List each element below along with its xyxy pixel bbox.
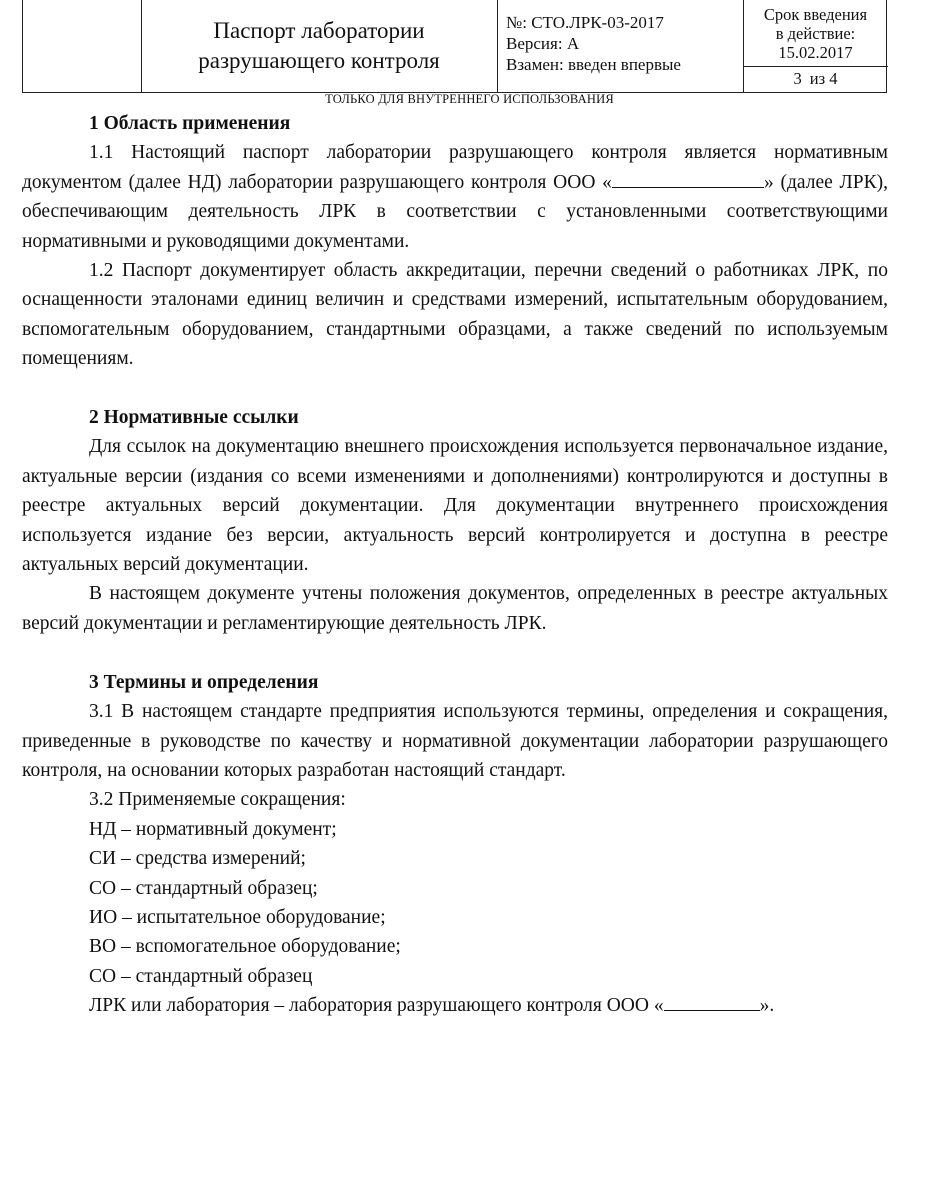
org-name-blank [664,991,760,1011]
paragraph-3-1: 3.1 В настоящем стандарте предприятия используются термины, определения и сокращения, приведенные в руководстве по качеству и нормативной документации лаборатории разрушающего контроля, на основании которых разработан настоящий стандарт. [22,701,888,781]
abbreviation-lrk [22,991,888,1020]
page-total: из 4 [809,69,838,88]
title-line-1: Паспорт лаборатории [213,18,425,43]
abbreviation-item: НД – нормативный документ; [89,818,337,840]
paragraph-1-1-text-end: » (далее ЛРК), обеспечивающим деятельность ЛРК в соответствии с установленными соответствующими нормативными и руководящими документами. [22,171,888,252]
section-3-heading: 3 Термины и определения [89,671,319,693]
paragraph-2-1: Для ссылок на документацию внешнего происхождения используется первоначальное издание, актуальные версии (издания со всеми изменениями и дополнениями) контролируются и доступны в реестре актуальных версий документации. Для документации внутреннего происхождения используется издание без версии, актуальность версий контролируется и доступна в реестре актуальных версий документации. [22,436,888,576]
abbreviation-item: ВО – вспомогательное оборудование; [89,936,401,958]
section-1-heading: 1 Область применения [89,113,291,134]
document-version: Версия: А [506,34,580,53]
abbreviation-lrk-text: ЛРК или лаборатория – лаборатория разрушающего контроля ООО « [89,995,664,1017]
document-header [22,0,887,93]
effective-date-cell [743,0,888,67]
org-name-blank [612,168,764,188]
effective-label-1: Срок введения [763,4,868,24]
header-divider [497,0,498,92]
document-title [141,0,497,92]
paragraph-1-1 [22,138,888,256]
document-info [506,12,741,75]
document-replaces: Взамен: введен впервые [506,55,681,74]
document-number: №: СТО.ЛРК-03-2017 [506,13,664,32]
internal-use-notice: ТОЛЬКО ДЛЯ ВНУТРЕННЕГО ИСПОЛЬЗОВАНИЯ [325,92,614,106]
section-2-heading: 2 Нормативные ссылки [89,407,299,429]
spacer [22,638,888,667]
abbreviation-lrk-end: ». [759,995,775,1017]
effective-label-2: в действие: [775,23,856,43]
abbreviation-item: СО – стандартный образец [89,965,313,987]
paragraph-1-1-text: 1.1 Настоящий паспорт лаборатории разрушающего контроля является нормативным документом (далее НД) лаборатории разрушающего контроля ООО « [22,142,888,193]
page-current: 3 [793,69,802,88]
document-body [22,109,888,1021]
page-number-cell [743,66,888,92]
abbreviation-item: СО – стандартный образец; [89,877,318,899]
abbreviation-item: ИО – испытательное оборудование; [89,906,386,928]
spacer [22,374,888,403]
paragraph-2-2: В настоящем документе учтены положения документов, определенных в реестре актуальных версий документации и регламентирующие деятельность ЛРК. [22,583,888,634]
effective-date: 15.02.2017 [778,42,853,62]
title-line-2: разрушающего контроля [198,48,440,73]
abbreviation-item: СИ – средства измерений; [89,848,306,870]
paragraph-1-2: 1.2 Паспорт документирует область аккредитации, перечни сведений о работниках ЛРК, по оснащенности эталонами единиц величин и средствами измерений, испытательным оборудованием, вспомогательным оборудованием, стандартными образцами, а также сведений по используемым помещениям. [22,260,888,370]
abbreviations-title: 3.2 Применяемые сокращения: [89,789,346,811]
